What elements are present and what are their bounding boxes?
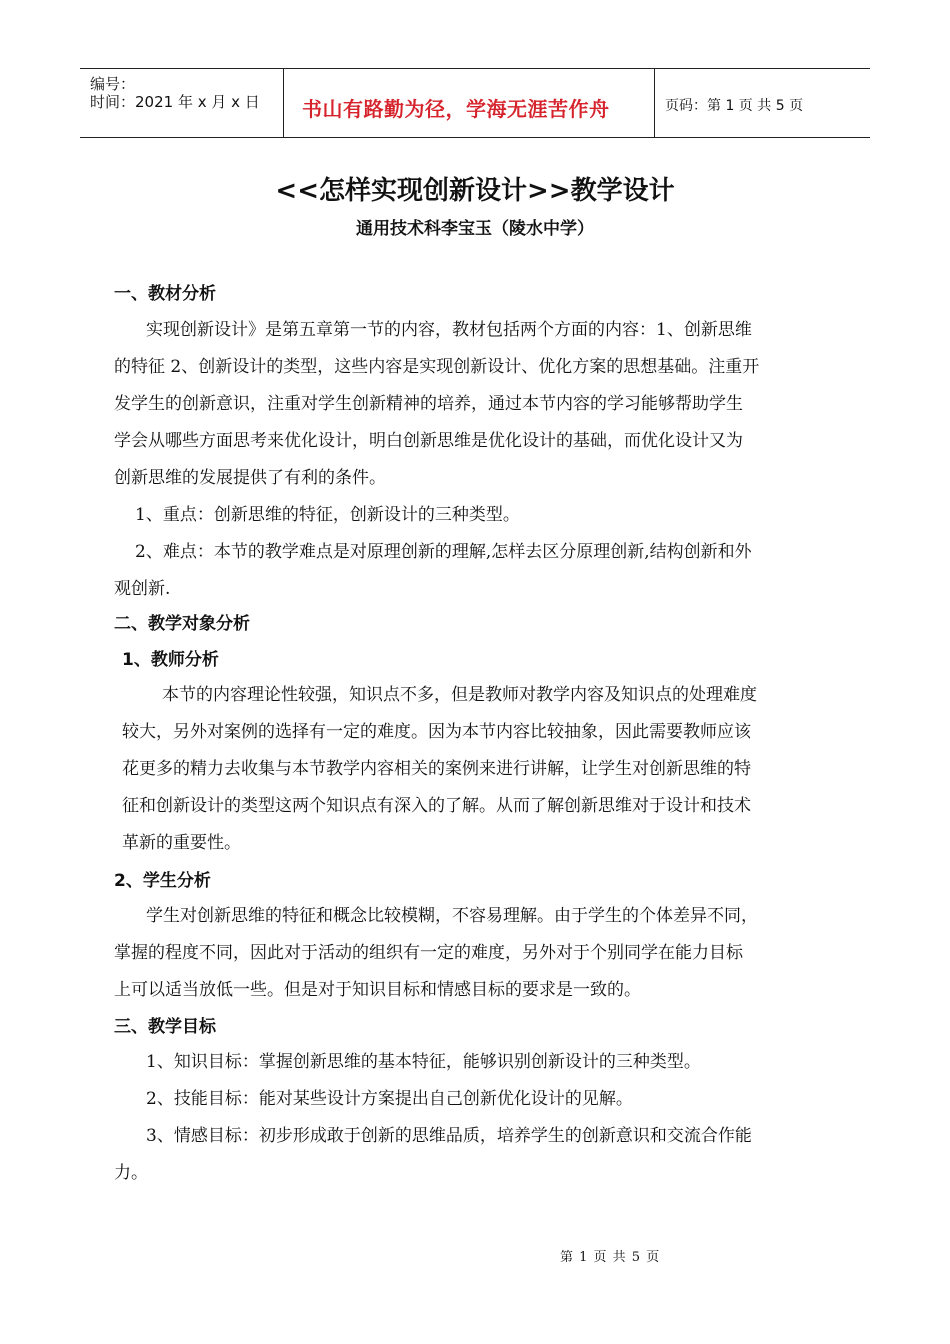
paragraph-line: 学生对创新思维的特征和概念比较模糊，不容易理解。由于学生的个体差异不同， bbox=[146, 906, 758, 926]
number-label: 编号： bbox=[90, 75, 136, 93]
time-label: 时间：2021 年 x 月 x 日 bbox=[90, 93, 260, 111]
paragraph-line: 创新思维的发展提供了有利的条件。 bbox=[114, 468, 386, 488]
difficult-point-line: 观创新. bbox=[114, 579, 171, 599]
page-footer: 第 1 页 共 5 页 bbox=[560, 1250, 661, 1265]
page-info: 页码：第 1 页 共 5 页 bbox=[665, 98, 804, 114]
header-motto-cell bbox=[284, 69, 655, 137]
header-meta-cell bbox=[80, 69, 284, 137]
paragraph-line: 发学生的创新意识，注重对学生创新精神的培养，通过本节内容的学习能够帮助学生 bbox=[114, 394, 743, 414]
section-heading-1: 一、教材分析 bbox=[114, 284, 216, 304]
section-heading-2: 二、教学对象分析 bbox=[114, 614, 250, 634]
paragraph-line: 本节的内容理论性较强，知识点不多，但是教师对教学内容及知识点的处理难度 bbox=[162, 685, 757, 705]
paragraph-line: 掌握的程度不同，因此对于活动的组织有一定的难度，另外对于个别同学在能力目标 bbox=[114, 943, 743, 963]
goal-knowledge: 1、知识目标：掌握创新思维的基本特征，能够识别创新设计的三种类型。 bbox=[146, 1052, 701, 1072]
goal-emotion-line: 力。 bbox=[114, 1163, 148, 1183]
teacher-analysis-heading: 1、教师分析 bbox=[122, 650, 219, 670]
paragraph-line: 实现创新设计》是第五章第一节的内容，教材包括两个方面的内容：1、创新思维 bbox=[146, 320, 752, 340]
paragraph-line: 征和创新设计的类型这两个知识点有深入的了解。从而了解创新思维对于设计和技术 bbox=[122, 796, 751, 816]
goal-emotion-line: 3、情感目标：初步形成敢于创新的思维品质，培养学生的创新意识和交流合作能 bbox=[146, 1126, 752, 1146]
student-analysis-heading: 2、学生分析 bbox=[114, 871, 211, 891]
paragraph-line: 革新的重要性。 bbox=[122, 833, 241, 853]
document-title: <<怎样实现创新设计>>教学设计 bbox=[275, 176, 675, 206]
key-point: 1、重点：创新思维的特征，创新设计的三种类型。 bbox=[135, 505, 520, 525]
paragraph-line: 的特征 2、创新设计的类型，这些内容是实现创新设计、优化方案的思想基础。注重开 bbox=[114, 357, 760, 377]
paragraph-line: 较大，另外对案例的选择有一定的难度。因为本节内容比较抽象，因此需要教师应该 bbox=[122, 722, 751, 742]
paragraph-line: 上可以适当放低一些。但是对于知识目标和情感目标的要求是一致的。 bbox=[114, 980, 641, 1000]
header-table bbox=[80, 68, 870, 138]
paragraph-line: 花更多的精力去收集与本节教学内容相关的案例来进行讲解，让学生对创新思维的特 bbox=[122, 759, 751, 779]
document-subtitle: 通用技术科李宝玉（陵水中学） bbox=[356, 219, 594, 239]
section-heading-3: 三、教学目标 bbox=[114, 1017, 216, 1037]
difficult-point-line: 2、难点：本节的教学难点是对原理创新的理解,怎样去区分原理创新,结构创新和外 bbox=[135, 542, 752, 562]
goal-skill: 2、技能目标：能对某些设计方案提出自己创新优化设计的见解。 bbox=[146, 1089, 633, 1109]
header-page-cell bbox=[655, 69, 870, 137]
paragraph-line: 学会从哪些方面思考来优化设计，明白创新思维是优化设计的基础，而优化设计又为 bbox=[114, 431, 743, 451]
motto: 书山有路勤为径，学海无涯苦作舟 bbox=[302, 97, 610, 121]
